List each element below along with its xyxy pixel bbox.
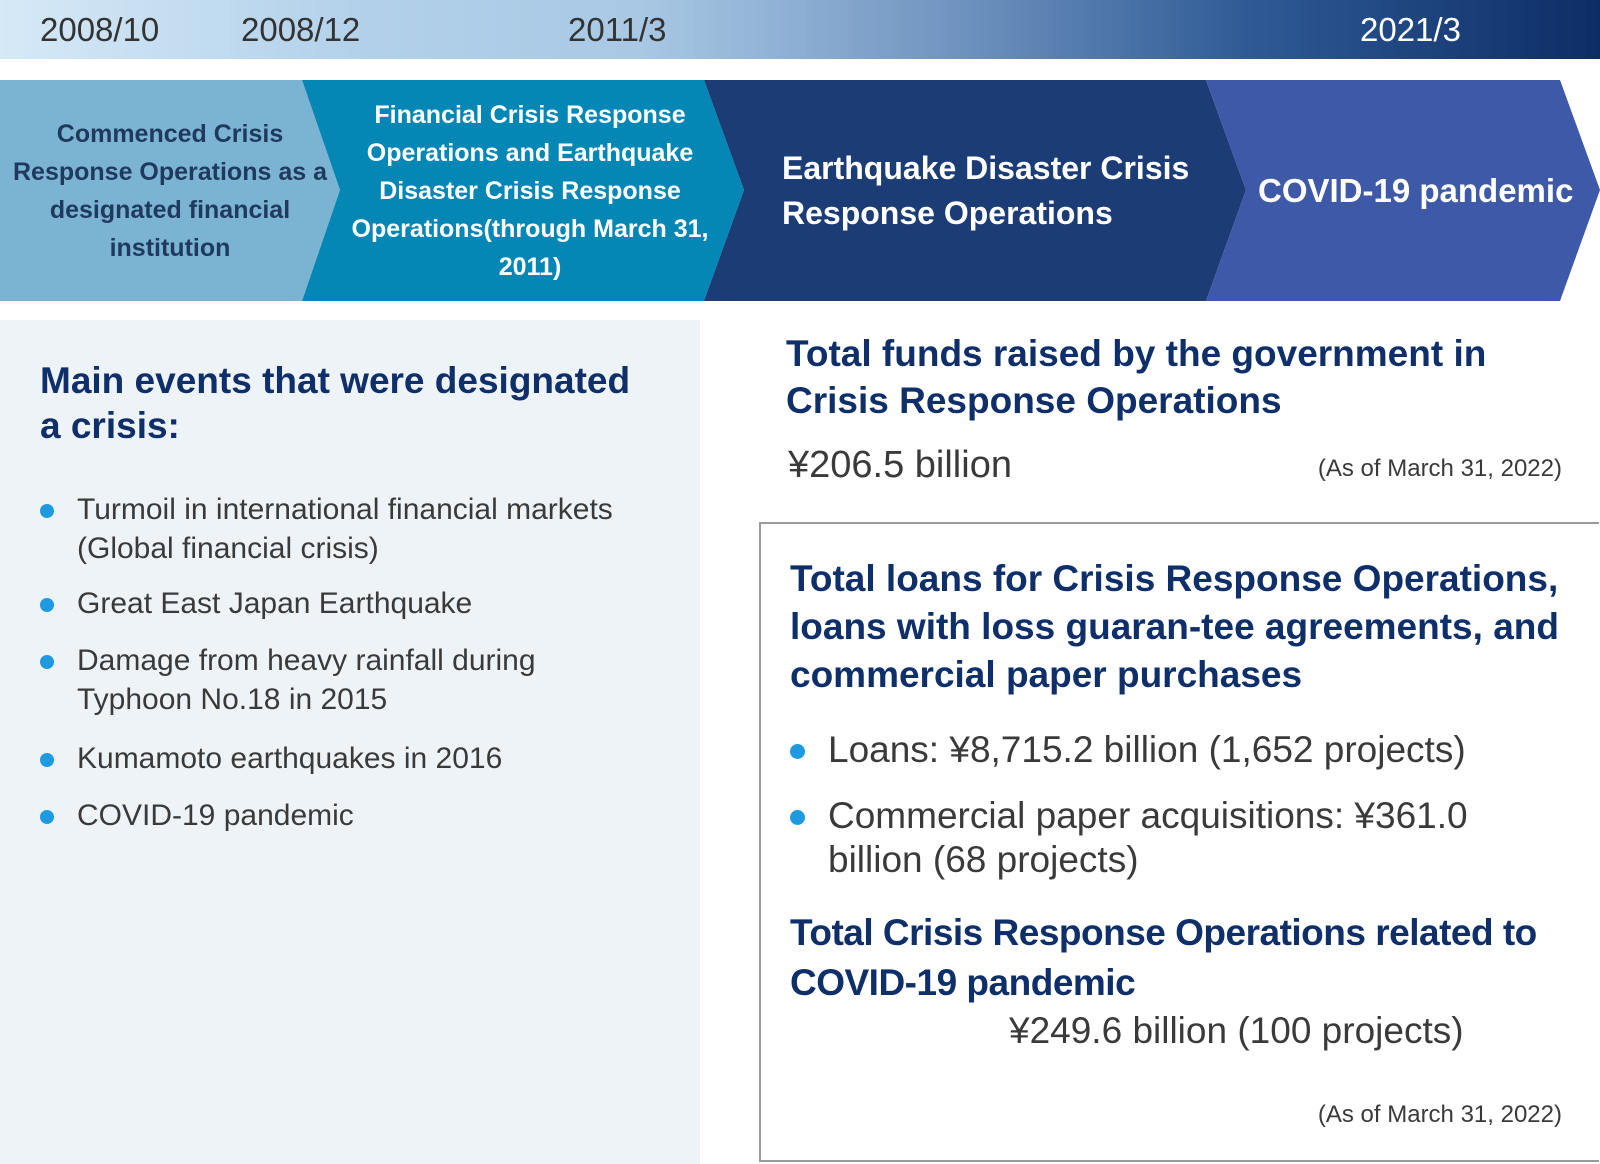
covid-value: ¥249.6 billion (100 projects) <box>1009 1010 1464 1051</box>
phase-timeline <box>0 80 1600 301</box>
funds-title: Total funds raised by the government in Crisis Response Operations <box>786 333 1487 421</box>
phase-label-4: COVID-19 pandemic <box>1258 171 1574 209</box>
bullet-icon <box>40 810 54 824</box>
bullet-icon <box>40 504 54 518</box>
date-label: 2021/3 <box>1360 11 1461 48</box>
event-item <box>40 490 680 568</box>
bullet-icon <box>40 598 54 612</box>
covid-title: Total Crisis Response Operations related to COVID-19 pandemic <box>790 912 1537 1003</box>
date-label: 2008/10 <box>40 11 160 48</box>
timeline-date-bar <box>0 0 1600 59</box>
loans-list <box>790 728 1580 882</box>
bullet-icon <box>790 744 805 759</box>
event-item <box>40 796 680 835</box>
date-label: 2011/3 <box>568 11 667 48</box>
funds-value: ¥206.5 billion <box>788 444 1012 486</box>
event-text: Turmoil in international financial markets (Global financial crisis) <box>77 493 613 565</box>
loan-item <box>790 794 1528 882</box>
event-item <box>40 584 680 623</box>
phase-label-1: Commenced Crisis Response Operations as a designated financial institution <box>12 119 327 262</box>
event-item <box>40 739 680 778</box>
loans-as-of: (As of March 31, 2022) <box>1317 1101 1562 1128</box>
phase-label-3: Earthquake Disaster Crisis Response Operations <box>782 149 1190 231</box>
loan-text: Loans: ¥8,715.2 billion (1,652 projects) <box>828 729 1466 770</box>
bullet-icon <box>40 753 54 767</box>
events-list <box>40 490 680 835</box>
bullet-icon <box>790 810 805 825</box>
event-text: COVID-19 pandemic <box>77 799 354 832</box>
loan-item <box>790 728 1580 772</box>
bullet-icon <box>40 655 54 669</box>
loan-text: Commercial paper acquisitions: ¥361.0 billion (68 projects) <box>828 795 1468 880</box>
event-text: Damage from heavy rainfall during Typhoon No.18 in 2015 <box>77 644 536 716</box>
phase-label-2: Financial Crisis Response Operations and Earthquake Disaster Crisis Response Operations(through March 31, 2011) <box>351 100 709 281</box>
date-label: 2008/12 <box>241 11 361 48</box>
funds-as-of: (As of March 31, 2022) <box>1317 455 1562 482</box>
event-text: Kumamoto earthquakes in 2016 <box>77 742 503 775</box>
event-text: Great East Japan Earthquake <box>77 587 473 620</box>
loans-title: Total loans for Crisis Response Operations, loans with loss guaran-tee agreements, and commercial paper purchases <box>790 558 1559 695</box>
events-title: Main events that were designated a crisis: <box>40 360 631 446</box>
event-item <box>40 641 617 719</box>
